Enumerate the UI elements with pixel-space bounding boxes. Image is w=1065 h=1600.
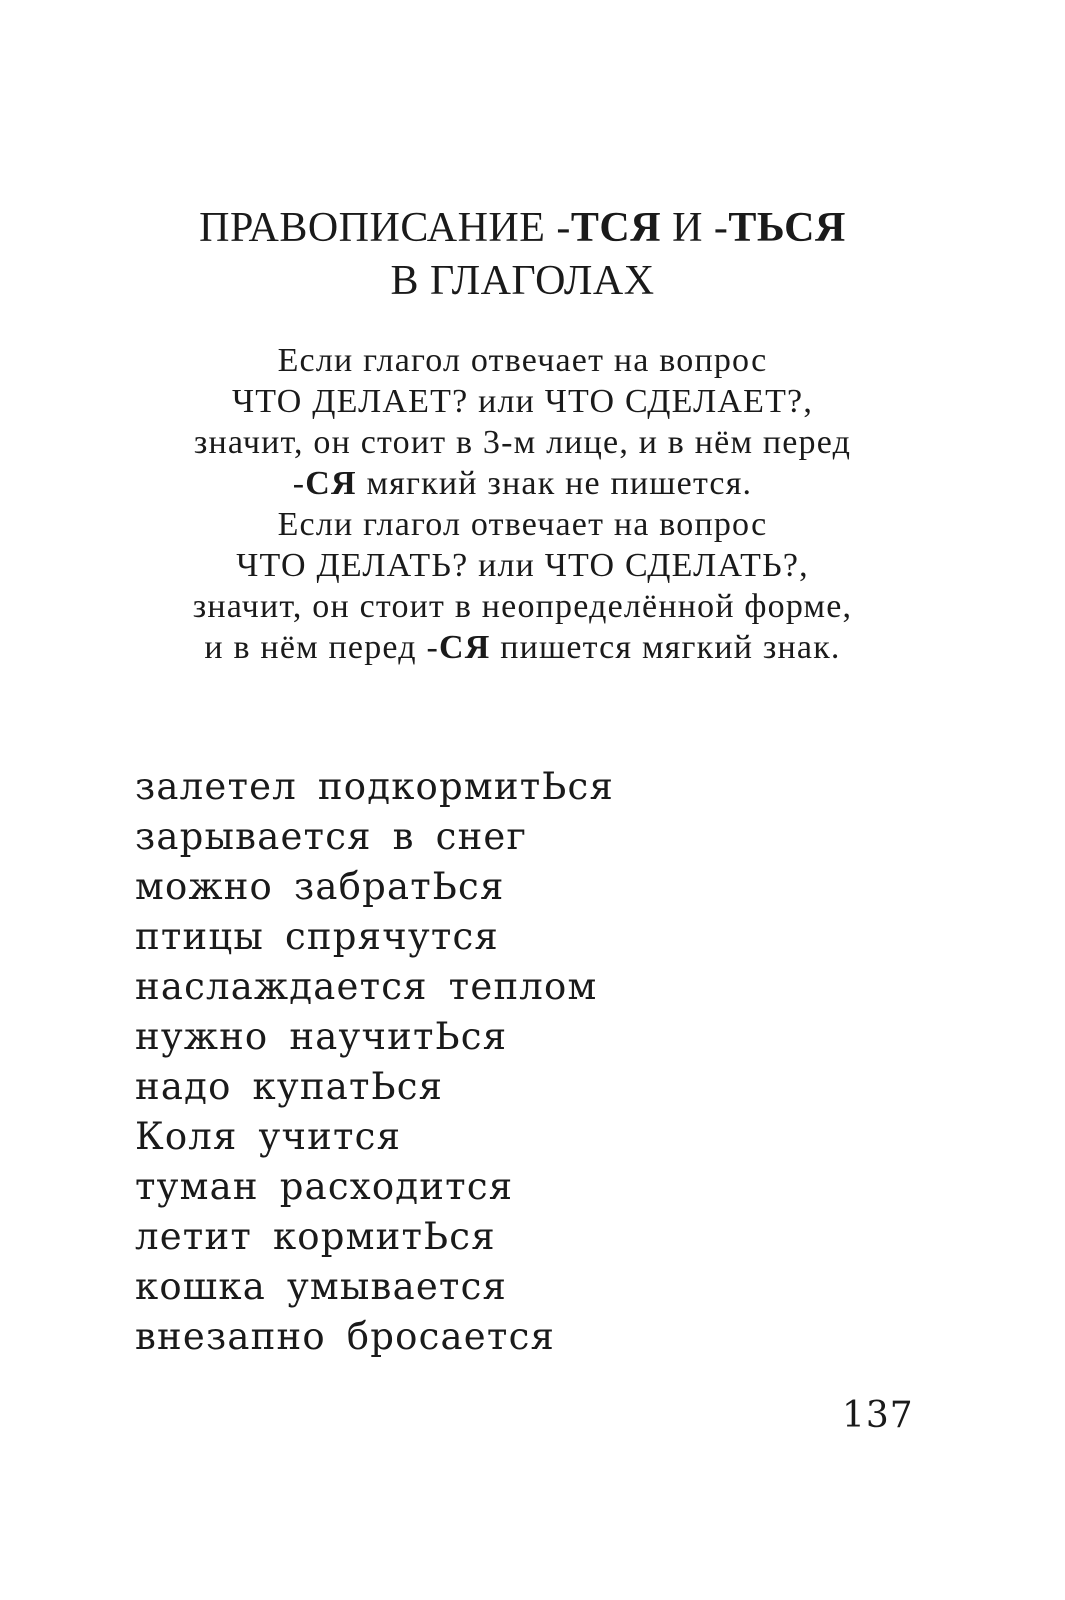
rule-bold-sya: СЯ: [305, 465, 357, 502]
list-item: зарывается в снег: [135, 815, 528, 858]
rule-bold-sya: СЯ: [438, 629, 491, 666]
list-item: нужно научитЬся: [135, 1015, 508, 1058]
list-item: залетел подкормитЬся: [135, 765, 614, 808]
list-item: можно забратЬся: [135, 865, 505, 908]
list-item: туман расходится: [135, 1165, 514, 1208]
page-title: [0, 202, 1045, 308]
list-item: птицы спрячутся: [135, 915, 499, 958]
rule-line-7: значит, он стоит в неопределённой форме,: [192, 588, 853, 625]
title-line-1: ПРАВОПИСАНИЕ -ТСЯ И -ТЬСЯ: [199, 205, 846, 251]
list-item: летит кормитЬся: [135, 1215, 496, 1258]
rule-text: [0, 340, 1045, 668]
title-bold-tsya: ТСЯ: [570, 205, 662, 251]
rule-line-4: -СЯ мягкий знак не пишется.: [292, 465, 753, 502]
page-number: 137: [842, 1395, 914, 1436]
rule-line-5: Если глагол отвечает на вопрос: [277, 506, 768, 543]
list-item: внезапно бросается: [135, 1315, 556, 1358]
rule-line-1: Если глагол отвечает на вопрос: [277, 342, 768, 379]
title-bold-tsya-soft: ТЬСЯ: [728, 205, 846, 251]
rule-line-8: и в нём перед -СЯ пишется мягкий знак.: [204, 629, 841, 666]
list-item: кошка умывается: [135, 1265, 508, 1308]
list-item: надо купатЬся: [135, 1065, 444, 1108]
list-item: Коля учится: [135, 1115, 402, 1158]
title-line-2: В ГЛАГОЛАХ: [390, 258, 655, 304]
list-item: наслаждается теплом: [135, 965, 598, 1008]
rule-line-6: ЧТО ДЕЛАТЬ? или ЧТО СДЕЛАТЬ?,: [236, 547, 809, 584]
rule-line-3: значит, он стоит в 3-м лице, и в нём перед: [193, 424, 852, 461]
word-list: [135, 762, 614, 1362]
rule-line-2: ЧТО ДЕЛАЕТ? или ЧТО СДЕЛАЕТ?,: [231, 383, 814, 420]
